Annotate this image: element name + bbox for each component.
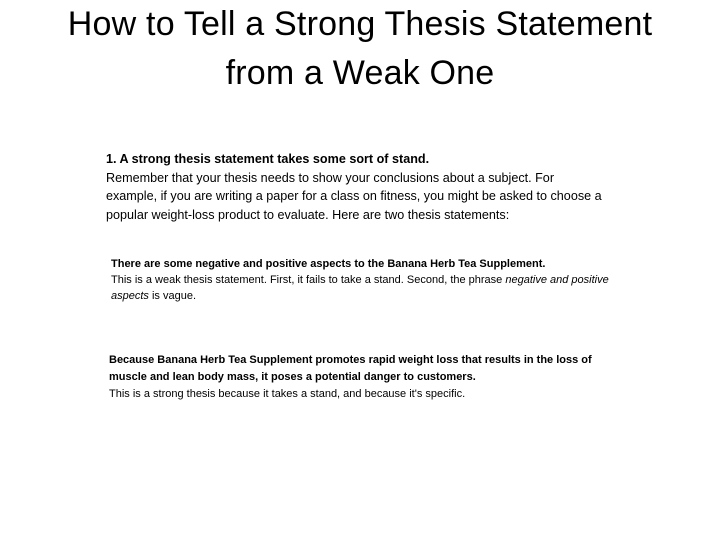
point-1-heading: 1. A strong thesis statement takes some sort of stand. — [106, 152, 430, 166]
slide-title-line-2: from a Weak One — [225, 54, 495, 92]
point-1 — [106, 150, 606, 224]
weak-thesis-evaluation-italic: negative and positive aspects — [111, 274, 609, 302]
slide-title — [0, 0, 720, 98]
strong-thesis-evaluation: This is a strong thesis because it takes a stand, and because it's specific. — [109, 388, 466, 400]
weak-thesis-evaluation-end: is vague. — [148, 290, 197, 302]
example-strong-thesis — [109, 352, 609, 402]
weak-thesis-evaluation-text: This is a weak thesis statement. First, it fails to take a stand. Second, the phrase — [111, 274, 506, 286]
weak-thesis-evaluation — [111, 272, 611, 304]
weak-thesis-statement: There are some negative and positive aspects to the Banana Herb Tea Supplement. — [111, 258, 546, 270]
strong-thesis-statement: Because Banana Herb Tea Supplement promotes rapid weight loss that results in the loss of muscle and lean body mass, it poses a potential danger to customers. — [109, 354, 592, 383]
point-1-body: Remember that your thesis needs to show your conclusions about a subject. For example, if you are writing a paper for a class on fitness, you might be asked to choose a popular weight-loss product to evaluate. Here are two thesis statements: — [106, 170, 602, 222]
slide-title-line-1: How to Tell a Strong Thesis Statement — [67, 5, 653, 43]
example-weak-thesis — [111, 256, 611, 304]
